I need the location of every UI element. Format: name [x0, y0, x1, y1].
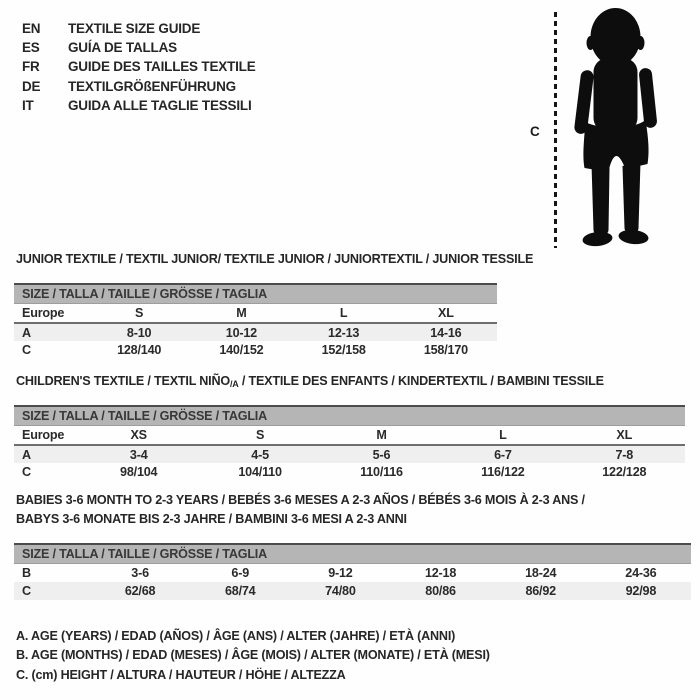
toddler-silhouette-image — [563, 6, 669, 250]
size-value: 4-5 — [251, 447, 269, 462]
language-list — [22, 19, 256, 115]
row-label: C — [22, 343, 31, 357]
size-value: 6-9 — [231, 566, 250, 580]
size-header-bar: SIZE / TALLA / TAILLE / GRÖSSE / TAGLIA — [14, 405, 685, 426]
size-value: 86/92 — [525, 584, 556, 598]
size-value: 110/116 — [360, 465, 403, 479]
table-row — [14, 304, 497, 323]
size-value: 158/170 — [423, 343, 468, 357]
size-value: 122/128 — [602, 465, 647, 479]
babies-size-table — [14, 543, 691, 600]
lang-row-it — [22, 96, 256, 115]
height-measure-label: C — [530, 124, 540, 139]
lang-code: IT — [22, 97, 34, 113]
size-value: 92/98 — [625, 584, 657, 598]
size-value: L — [339, 306, 348, 320]
size-value: 68/74 — [224, 584, 256, 598]
size-value: 128/140 — [117, 343, 162, 357]
size-value: 7-8 — [615, 447, 634, 462]
lang-row-es — [22, 38, 256, 57]
table-row — [14, 426, 685, 445]
junior-table-grid — [14, 304, 497, 359]
size-value: 140/152 — [219, 343, 264, 357]
size-value: M — [376, 428, 387, 442]
height-measure-dashed-line — [554, 12, 557, 248]
size-value: 80/86 — [425, 584, 456, 598]
size-value: 74/80 — [325, 584, 356, 598]
size-value: S — [135, 306, 144, 320]
size-value: 10-12 — [225, 325, 257, 340]
size-value: XL — [438, 306, 454, 320]
babies-title-line2: BABYS 3-6 MONATE BIS 2-3 JAHRE / BAMBINI 3-6 MESI A 2-3 ANNI — [16, 512, 407, 526]
children-table-grid — [14, 426, 685, 481]
babies-title-line1: BABIES 3-6 MONTH TO 2-3 YEARS / BEBÉS 3-6 MESES A 2-3 AÑOS / BÉBÉS 3-6 MOIS À 2-3 ANS / — [16, 493, 585, 507]
lang-row-de — [22, 77, 256, 96]
size-value: 6-7 — [494, 447, 512, 462]
legend — [16, 627, 490, 685]
table-row — [14, 582, 691, 600]
row-label: A — [22, 325, 31, 340]
junior-size-table — [14, 283, 497, 359]
size-value: XS — [130, 428, 147, 442]
children-size-table — [14, 405, 685, 481]
children-title-suffix: / TEXTILE DES ENFANTS / KINDERTEXTIL / BAMBINI TESSILE — [238, 374, 604, 388]
lang-label: GUIDE DES TAILLES TEXTILE — [68, 59, 256, 75]
size-value: M — [236, 306, 247, 320]
size-value: 116/122 — [481, 465, 525, 479]
size-value: 62/68 — [124, 584, 156, 598]
size-value: 24-36 — [625, 566, 657, 580]
size-value: 98/104 — [120, 465, 158, 479]
table-row — [14, 323, 497, 341]
size-value: 12-18 — [424, 566, 457, 580]
size-value: 3-6 — [131, 566, 149, 580]
row-label: C — [22, 584, 31, 598]
table-row — [14, 341, 497, 359]
lang-label: GUIDA ALLE TAGLIE TESSILI — [68, 97, 252, 113]
babies-table-grid — [14, 564, 691, 600]
size-value: 3-4 — [129, 447, 148, 462]
lang-code: DE — [22, 78, 41, 94]
lang-row-fr — [22, 57, 256, 76]
size-value: S — [255, 428, 265, 442]
row-label: A — [22, 447, 31, 462]
size-value: 104/110 — [238, 465, 282, 479]
row-label: Europe — [22, 428, 65, 442]
lang-label: TEXTILE SIZE GUIDE — [68, 21, 201, 36]
table-row — [14, 564, 691, 582]
lang-label: TEXTILGRÖßENFÜHRUNG — [68, 78, 236, 94]
legend-line-c: C. (cm) HEIGHT / ALTURA / HAUTEUR / HÖHE / ALTEZZA — [16, 667, 346, 682]
table-row — [14, 463, 685, 481]
lang-label: GUÍA DE TALLAS — [68, 40, 177, 56]
legend-line-b: B. AGE (MONTHS) / EDAD (MESES) / ÂGE (MOIS) / ALTER (MONATE) / ETÀ (MESI) — [16, 648, 490, 663]
size-header-bar: SIZE / TALLA / TAILLE / GRÖSSE / TAGLIA — [14, 543, 691, 564]
lang-code: FR — [22, 59, 40, 75]
lang-code: ES — [22, 40, 40, 56]
size-value: 5-6 — [372, 447, 391, 462]
children-title-prefix: CHILDREN'S TEXTILE / TEXTIL NIÑO — [16, 374, 230, 388]
row-label: B — [22, 566, 31, 580]
babies-section-title — [16, 491, 585, 529]
junior-section-title: JUNIOR TEXTILE / TEXTIL JUNIOR/ TEXTILE JUNIOR / JUNIORTEXTIL / JUNIOR TESSILE — [16, 252, 534, 266]
row-label: Europe — [22, 306, 65, 320]
children-section-title — [16, 372, 604, 394]
row-label: C — [22, 465, 31, 479]
legend-line-a: A. AGE (YEARS) / EDAD (AÑOS) / ÂGE (ANS) / ALTER (JAHRE) / ETÀ (ANNI) — [16, 629, 456, 643]
size-value: 9-12 — [328, 566, 353, 580]
lang-code: EN — [22, 21, 41, 36]
size-value: 12-13 — [328, 325, 360, 340]
children-title-subscript: /A — [229, 379, 239, 389]
size-value: 152/158 — [321, 343, 366, 357]
size-value: 8-10 — [126, 325, 152, 340]
table-row — [14, 445, 685, 463]
size-value: XL — [616, 428, 633, 442]
size-value: L — [499, 428, 507, 442]
size-value: 18-24 — [525, 566, 557, 580]
size-value: 14-16 — [430, 325, 462, 340]
lang-row-en — [22, 19, 256, 38]
size-header-bar: SIZE / TALLA / TAILLE / GRÖSSE / TAGLIA — [14, 283, 497, 304]
